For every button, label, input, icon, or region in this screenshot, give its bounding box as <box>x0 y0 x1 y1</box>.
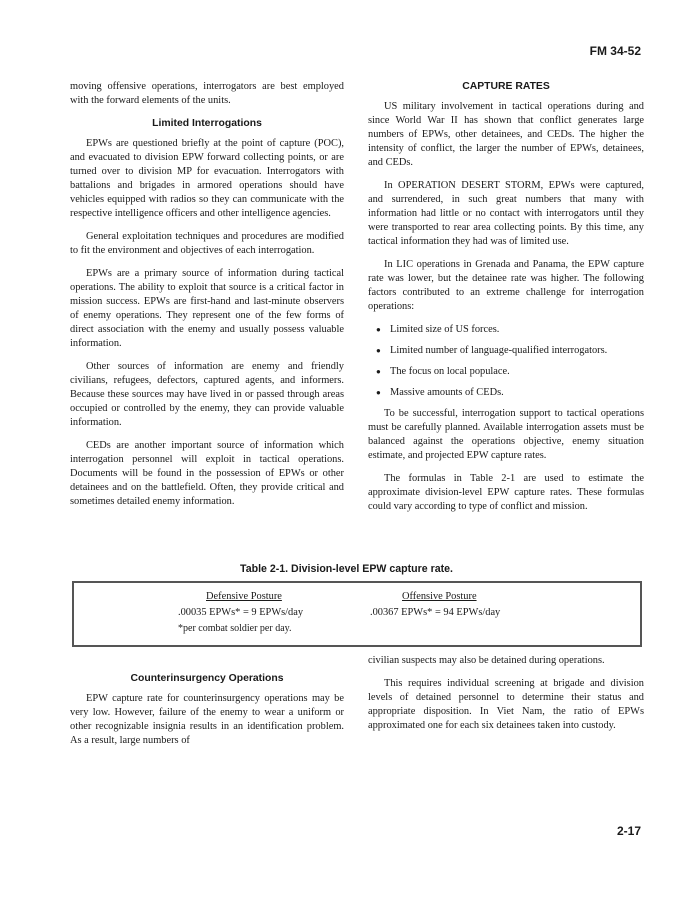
paragraph: EPWs are a primary source of information during tactical operations. The ability to exploit that source is a critical factor in mission success. EPWs are first-hand and last-minute observers of enemy operations. They represent one of the few forms of direct association with the enemy and usually possess valuable information. <box>70 268 344 349</box>
paragraph: EPW capture rate for counterinsurgency operations may be very low. However, failure of the enemy to wear a uniform or other recognizable insignia results in an identification problem. As a result, large numbers of <box>70 693 344 746</box>
left-column <box>70 80 344 518</box>
offensive-formula: .00367 EPWs* = 94 EPWs/day <box>370 607 501 618</box>
paragraph: General exploitation techniques and procedures are modified to fit the environment and objectives of each interrogation. <box>70 231 344 256</box>
list-item: ● Limited number of language-qualified interrogators. <box>376 344 644 358</box>
list-item: ● Massive amounts of CEDs. <box>376 386 644 400</box>
bottom-left-column <box>70 672 344 757</box>
page-number: 2-17 <box>616 824 641 838</box>
section-heading-capture-rates: CAPTURE RATES <box>462 81 550 92</box>
section-heading-counterinsurgency: Counterinsurgency Operations <box>130 673 284 684</box>
bottom-right-column <box>368 654 644 742</box>
paragraph: This requires individual screening at brigade and division levels of detained personnel to determine their status and appropriate disposition. In Viet Nam, the ratio of EPWs approximated one for each six detainees taken into custody. <box>368 678 644 731</box>
right-column <box>368 80 644 523</box>
offensive-column <box>370 589 590 621</box>
paragraph: In LIC operations in Grenada and Panama, the EPW capture rate was lower, but the detainee rate was higher. The following factors contributed to an extreme challenge for interrogation operations: <box>368 259 644 312</box>
table-footnote: *per combat soldier per day. <box>178 623 292 634</box>
section-heading-limited-interrogations: Limited Interrogations <box>152 118 262 129</box>
offensive-header: Offensive Posture <box>402 591 477 602</box>
continuation-paragraph: civilian suspects may also be detained during operations. <box>368 655 605 666</box>
intro-paragraph: moving offensive operations, interrogators are best employed with the forward elements of the units. <box>70 81 344 106</box>
paragraph: Other sources of information are enemy and friendly civilians, refugees, defectors, captured agents, and informers. Because these sources may have lived in or passed through areas occupied or controlled by the enemy, they can provide valuable information. <box>70 361 344 428</box>
defensive-column <box>178 589 348 637</box>
table-title: Table 2-1. Division-level EPW capture rate. <box>240 563 453 575</box>
paragraph: In OPERATION DESERT STORM, EPWs were captured, and surrendered, in such great numbers that many with information had little or no contact with interrogators until they were transported to rear area collecting points. By this time, any tactical information they had was of limited use. <box>368 180 644 247</box>
paragraph: US military involvement in tactical operations during and since World War II has shown that conflict generates large numbers of EPWs, other detainees, and CEDs. The higher the intensity of conflict, the larger the number of EPWs, detainees, and CEDs. <box>368 101 644 168</box>
paragraph: To be successful, interrogation support to tactical operations must be carefully planned. Available interrogation assets must be balanced against the operations objective, enemy situation estimate, and projected EPW capture rates. <box>368 408 644 461</box>
document-id: FM 34-52 <box>589 44 641 58</box>
paragraph: CEDs are another important source of information which interrogation personnel will exploit in tactical operations. Documents will be found in the possession of EPWs or other detainees and on the battlefield. Often, they provide critical and sometimes detailed enemy information. <box>70 440 344 507</box>
list-item: ● The focus on local populace. <box>376 365 644 379</box>
paragraph: The formulas in Table 2-1 are used to estimate the approximate division-level EPW capture rates. These formulas could vary according to type of conflict and mission. <box>368 473 644 512</box>
factor-list <box>368 323 644 400</box>
capture-rate-table <box>72 581 642 647</box>
paragraph: EPWs are questioned briefly at the point of capture (POC), and evacuated to division EPW forward collecting points, or are turned over to division MP for evacuation. Interrogators with battalions and brigades in armored operations should have vehicles equipped with radios so they can communicate with the respective intelligence officers and other intelligence agencies. <box>70 138 344 219</box>
list-item: ● Limited size of US forces. <box>376 323 644 337</box>
defensive-header: Defensive Posture <box>206 591 282 602</box>
defensive-formula: .00035 EPWs* = 9 EPWs/day <box>178 607 304 618</box>
